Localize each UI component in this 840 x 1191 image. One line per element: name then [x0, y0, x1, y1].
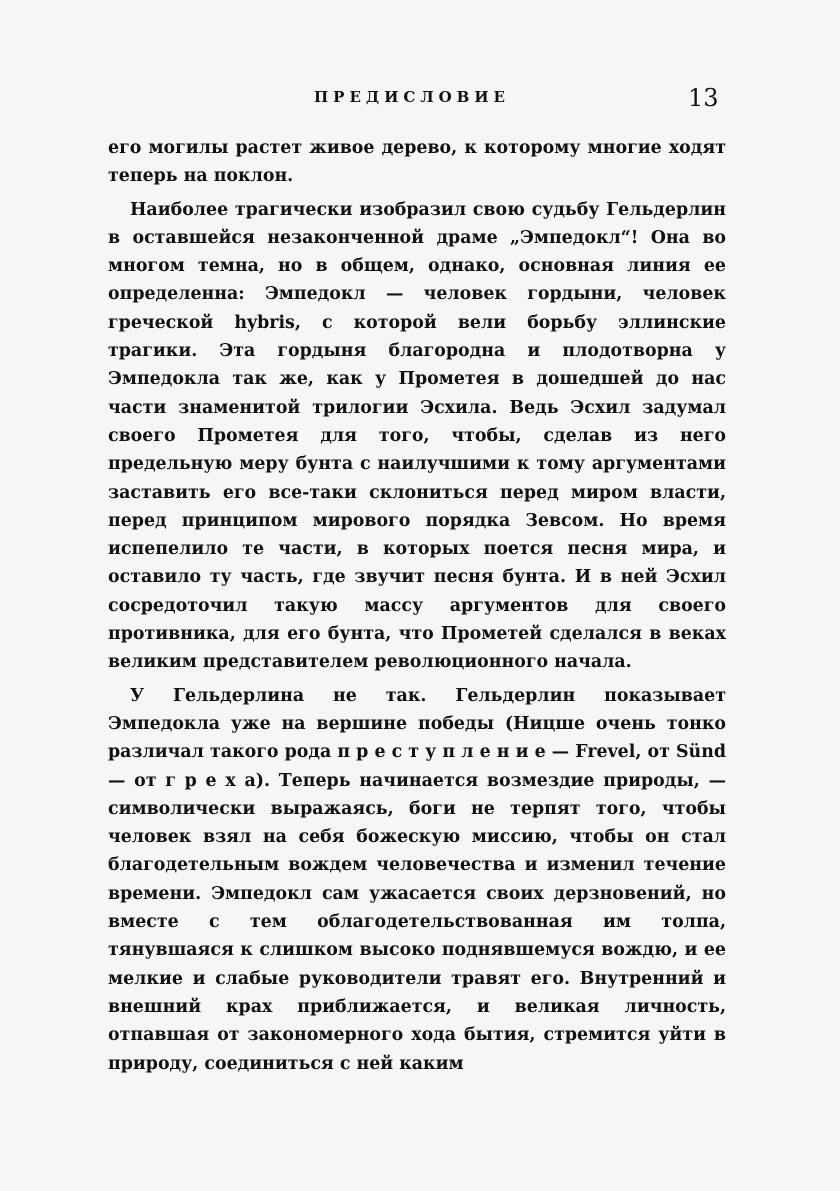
body-text	[108, 134, 726, 1078]
paragraph-continuation: его могилы растет живое дерево, к которому многие ходят теперь на поклон.	[108, 138, 726, 187]
running-head	[0, 86, 840, 116]
paragraph-empedocles-drama: Наиболее трагически изобразил свою судьбу Гельдерлин в оставшейся незаконченной драме „Эмпедокл“! Она во многом темна, но в общем, однако, основная линия ее определенна: Эмпедокл — человек гордыни, человек греческой hybris, с которой вели борьбу эллинские трагики. Эта гордыня благородна и плодотворна у Эмпедокла так же, как у Прометея в дошедшей до нас части знаменитой трилогии Эсхила. Ведь Эсхил задумал своего Прометея для того, чтобы, сделав из него предельную меру бунта с наилучшими к тому аргументами заставить его все-таки склониться перед миром власти, перед принципом мирового порядка Зевсом. Но время испепелило те части, в которых поется песня мира, и оставило ту часть, где звучит песня бунта. И в ней Эсхил сосредоточил такую массу аргументов для своего противника, для его бунта, что Прометей сделался в веках великим представителем революционного начала.	[108, 199, 726, 673]
page-number: 13	[688, 84, 719, 112]
running-title: ПРЕДИСЛОВИЕ	[314, 88, 510, 106]
paragraph-holderlin-empedocles: У Гельдерлина не так. Гельдерлин показывает Эмпедокла уже на вершине победы (Ницше очень тонко различал такого рода п р е с т у п л е н и е — Frevel, от Sünd — от г р е х а). Теперь начинается возмездие природы, — символически выражаясь, боги не терпят того, чтобы человек взял на себя божескую миссию, чтобы он стал благодетельным вождем человечества и изменил течение времени. Эмпедокл сам ужасается своих дерзновений, но вместе с тем облагодетельствованная им толпа, тянувшаяся к слишком высоко поднявшемуся вождю, и ее мелкие и слабые руководители травят его. Внутренний и внешний крах приближается, и великая личность, отпавшая от закономерного хода бытия, стремится уйти в природу, соединиться с ней каким	[108, 685, 726, 1074]
